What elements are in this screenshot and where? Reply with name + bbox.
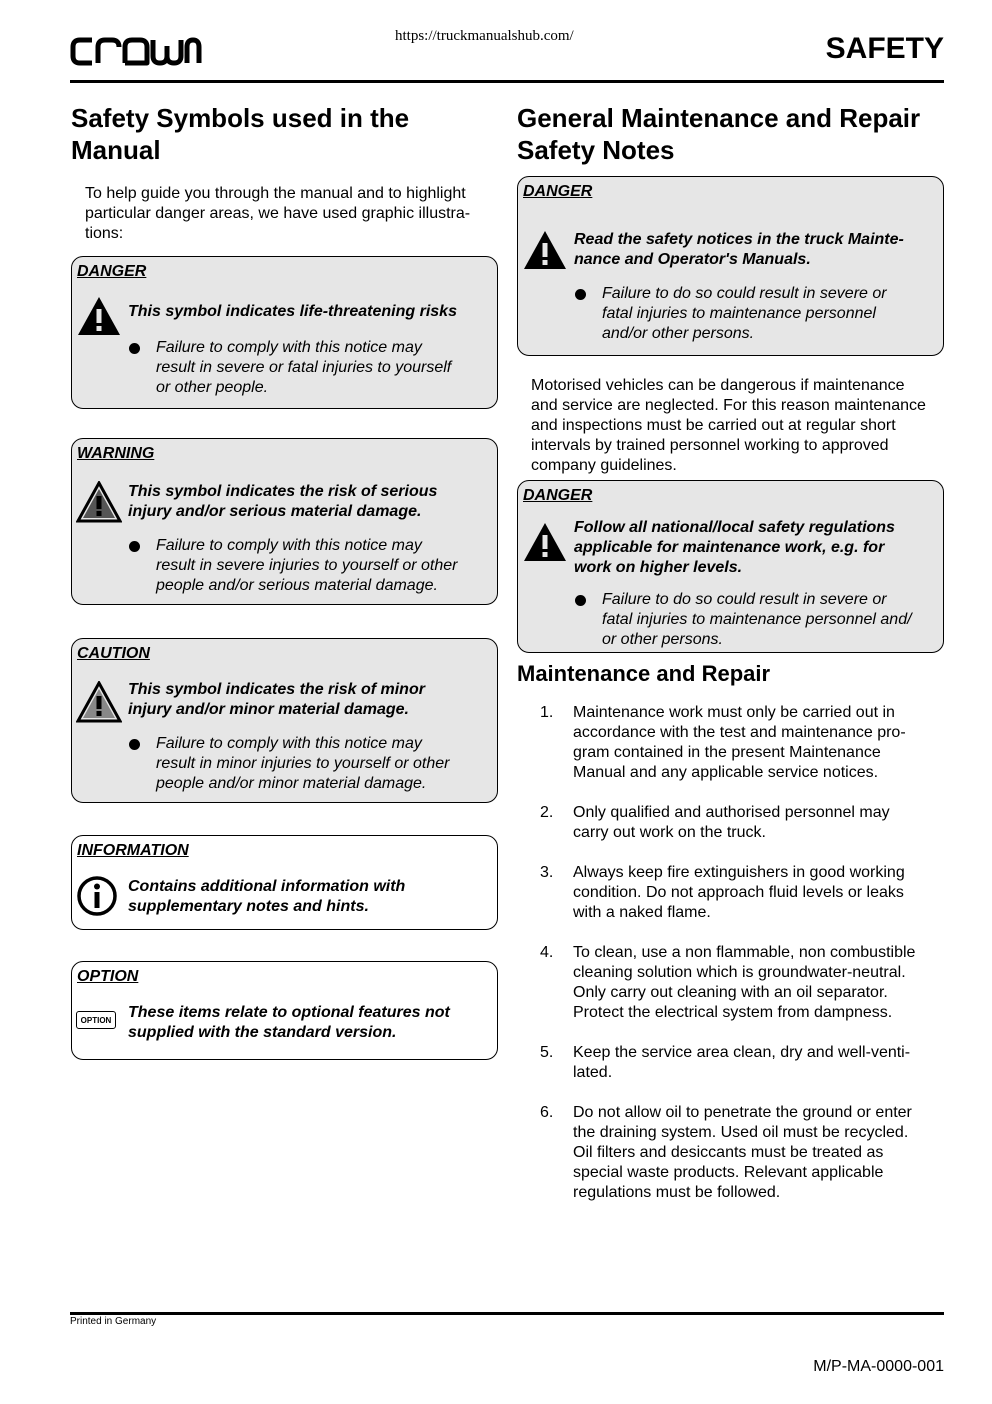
notice-title xyxy=(128,877,405,917)
danger-warning-icon xyxy=(522,521,568,563)
left-title-line2: Manual xyxy=(71,135,161,165)
bullet-line: result in severe injuries to yourself or other xyxy=(156,557,458,574)
notice-label: INFORMATION xyxy=(77,842,189,859)
list-line: condition. Do not approach fluid levels or leaks xyxy=(573,884,904,901)
notice-title xyxy=(574,230,904,270)
caution-notice xyxy=(71,638,498,803)
title-line: injury and/or minor material damage. xyxy=(128,701,409,718)
list-text xyxy=(573,943,933,1023)
notice-title xyxy=(128,1003,450,1043)
list-line: carry out work on the truck. xyxy=(573,824,766,841)
list-line: Do not allow oil to penetrate the ground or enter xyxy=(573,1104,912,1121)
para-line: company guidelines. xyxy=(531,457,677,474)
bullet-line: Failure to comply with this notice may xyxy=(156,537,422,554)
para-line: intervals by trained personnel working to approved xyxy=(531,437,889,454)
notice-label: DANGER xyxy=(523,183,593,200)
bullet-icon xyxy=(129,739,140,750)
notice-label: OPTION xyxy=(77,968,139,985)
notice-bullet xyxy=(156,734,449,794)
warning-icon xyxy=(76,481,122,523)
list-line: Manual and any applicable service notices. xyxy=(573,764,879,781)
list-line: gram contained in the present Maintenance xyxy=(573,744,881,761)
right-title-line2: Safety Notes xyxy=(517,135,675,165)
notice-title xyxy=(574,518,895,578)
bullet-line: and/or other persons. xyxy=(602,325,755,342)
bullet-line: result in severe or fatal injuries to yourself xyxy=(156,359,452,376)
list-text xyxy=(573,703,933,783)
bullet-icon xyxy=(129,343,140,354)
bullet-line: fatal injuries to maintenance personnel and/ xyxy=(602,611,912,628)
title-line: These items relate to optional features not xyxy=(128,1004,450,1021)
danger-notice xyxy=(71,256,498,409)
bullet-icon xyxy=(575,595,586,606)
notice-bullet xyxy=(156,338,451,398)
danger-notice-1 xyxy=(517,176,944,356)
caution-icon xyxy=(76,681,122,723)
notice-title xyxy=(128,680,425,720)
right-title-line1: General Maintenance and Repair xyxy=(517,103,921,133)
list-line: with a naked flame. xyxy=(573,904,711,921)
bullet-line: or other people. xyxy=(156,379,269,396)
title-line: supplied with the standard version. xyxy=(128,1024,397,1041)
bullet-icon xyxy=(575,289,586,300)
list-number: 6. xyxy=(540,1104,554,1121)
list-line: regulations must be followed. xyxy=(573,1184,781,1201)
printed-note: Printed in Germany xyxy=(70,1316,157,1327)
bullet-line: or other persons. xyxy=(602,631,723,648)
list-line: Always keep fire extinguishers in good working xyxy=(573,864,905,881)
document-id: M/P-MA-0000-001 xyxy=(813,1358,944,1375)
danger-warning-icon xyxy=(76,295,122,337)
bullet-line: people and/or minor material damage. xyxy=(156,775,427,792)
notice-title xyxy=(128,482,437,522)
list-line: Maintenance work must only be carried out in xyxy=(573,704,895,721)
title-line: applicable for maintenance work, e.g. for xyxy=(574,539,885,556)
bullet-line: fatal injuries to maintenance personnel xyxy=(602,305,876,322)
list-text xyxy=(573,803,933,843)
information-notice xyxy=(71,835,498,930)
list-text xyxy=(573,1103,933,1203)
right-paragraph xyxy=(531,376,926,476)
list-number: 4. xyxy=(540,944,554,961)
list-number: 3. xyxy=(540,864,554,881)
maintenance-subtitle: Maintenance and Repair xyxy=(517,661,771,686)
left-title-line1: Safety Symbols used in the xyxy=(71,103,410,133)
list-line: cleaning solution which is groundwater-neutral. xyxy=(573,964,906,981)
bullet-line: Failure to do so could result in severe or xyxy=(602,285,887,302)
list-number: 1. xyxy=(540,704,554,721)
para-line: and service are neglected. For this reason maintenance xyxy=(531,397,926,414)
list-line: lated. xyxy=(573,1064,613,1081)
notice-label: DANGER xyxy=(523,487,593,504)
bullet-line: Failure to do so could result in severe or xyxy=(602,591,887,608)
notice-label: CAUTION xyxy=(77,645,150,662)
notice-bullet xyxy=(156,536,457,596)
bullet-line: people and/or serious material damage. xyxy=(156,577,438,594)
bullet-line: Failure to comply with this notice may xyxy=(156,339,422,356)
list-text xyxy=(573,863,933,923)
bullet-line: Failure to comply with this notice may xyxy=(156,735,422,752)
list-number: 2. xyxy=(540,804,554,821)
header-rule xyxy=(70,80,944,83)
title-line: Contains additional information with xyxy=(128,878,406,895)
list-line: To clean, use a non flammable, non combustible xyxy=(573,944,916,961)
list-line: Protect the electrical system from dampness. xyxy=(573,1004,893,1021)
warning-notice xyxy=(71,438,498,605)
left-intro xyxy=(85,184,470,244)
left-title xyxy=(71,102,409,166)
para-line: Motorised vehicles can be dangerous if maintenance xyxy=(531,377,905,394)
list-line: Only qualified and authorised personnel may xyxy=(573,804,890,821)
list-line: Keep the service area clean, dry and well-venti- xyxy=(573,1044,911,1061)
bullet-icon xyxy=(129,541,140,552)
section-heading: SAFETY xyxy=(825,32,944,65)
information-icon xyxy=(76,875,118,917)
title-line: nance and Operator's Manuals. xyxy=(574,251,811,268)
title-line: Follow all national/local safety regulations xyxy=(574,519,895,536)
right-title xyxy=(517,102,920,166)
list-line: Oil filters and desiccants must be treated as xyxy=(573,1144,884,1161)
option-notice xyxy=(71,961,498,1060)
list-line: Only carry out cleaning with an oil separator. xyxy=(573,984,888,1001)
notice-title: This symbol indicates life-threatening risks xyxy=(128,303,457,320)
intro-line: tions: xyxy=(85,225,124,242)
list-number: 5. xyxy=(540,1044,554,1061)
header-url: https://truckmanualshub.com/ xyxy=(395,28,574,44)
para-line: and inspections must be carried out at regular short xyxy=(531,417,896,434)
title-line: injury and/or serious material damage. xyxy=(128,503,422,520)
bullet-line: result in minor injuries to yourself or other xyxy=(156,755,450,772)
title-line: work on higher levels. xyxy=(574,559,743,576)
footer-rule xyxy=(70,1312,944,1315)
list-text xyxy=(573,1043,933,1083)
list-line: special waste products. Relevant applicable xyxy=(573,1164,884,1181)
option-icon: OPTION xyxy=(76,1011,116,1029)
notice-label: WARNING xyxy=(77,445,155,462)
title-line: This symbol indicates the risk of serious xyxy=(128,483,438,500)
notice-bullet xyxy=(602,284,887,344)
title-line: This symbol indicates the risk of minor xyxy=(128,681,425,698)
notice-bullet xyxy=(602,590,912,650)
intro-line: particular danger areas, we have used graphic illustra- xyxy=(85,205,471,222)
danger-warning-icon xyxy=(522,229,568,271)
title-line: Read the safety notices in the truck Mainte- xyxy=(574,231,904,248)
intro-line: To help guide you through the manual and to highlight xyxy=(85,185,466,202)
danger-notice-2 xyxy=(517,480,944,653)
title-line: supplementary notes and hints. xyxy=(128,898,369,915)
list-line: the draining system. Used oil must be recycled. xyxy=(573,1124,909,1141)
crown-logo xyxy=(70,34,202,68)
notice-label: DANGER xyxy=(77,263,147,280)
list-line: accordance with the test and maintenance pro- xyxy=(573,724,906,741)
